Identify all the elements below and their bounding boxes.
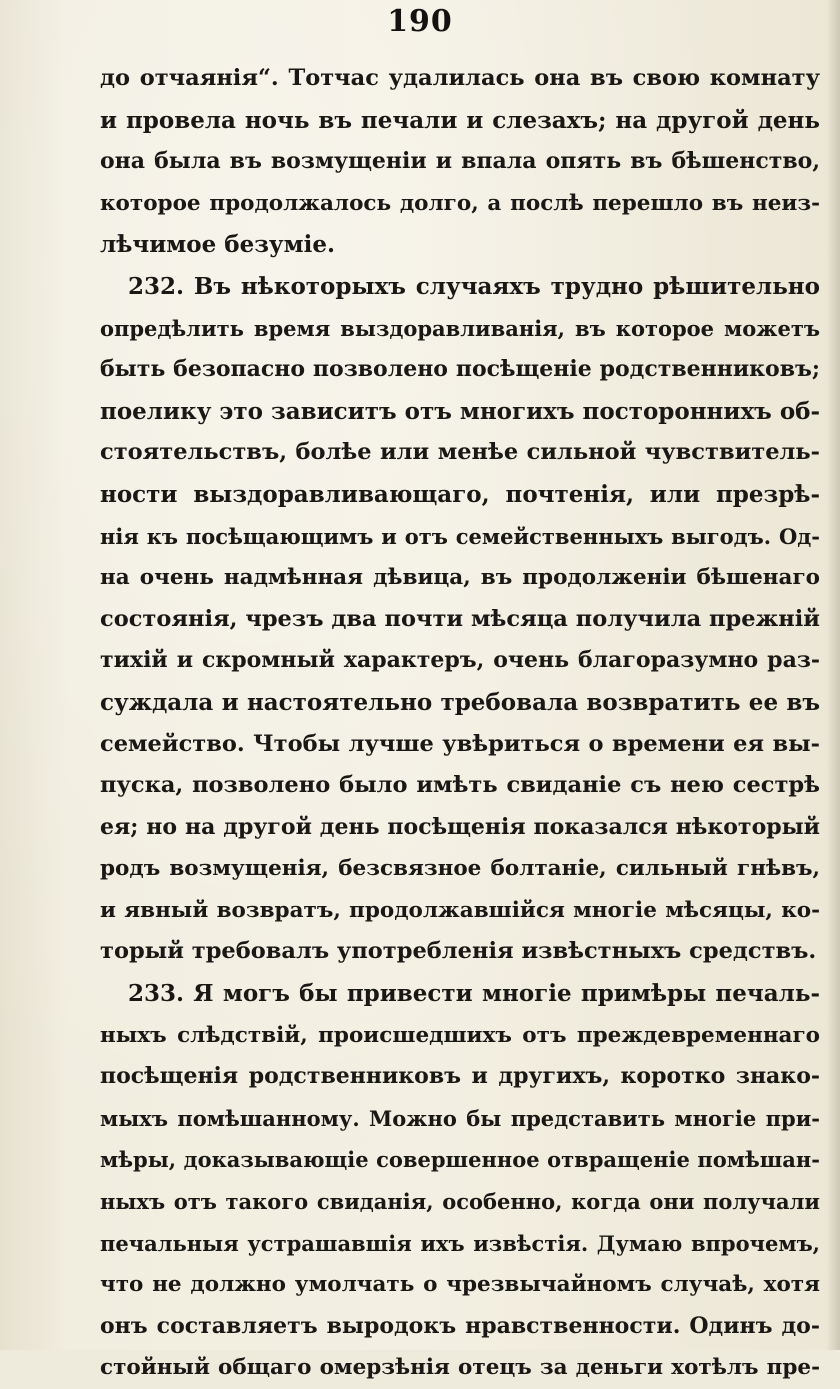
- text-line: суждала и настоятельно требовала возвратить ее въ: [100, 688, 820, 716]
- text-line: ныхъ отъ такого свиданія, особенно, когда они получали: [100, 1189, 820, 1215]
- paragraph-233-start: 233. Я могъ бы привести многіе примѣры печаль-: [128, 980, 820, 1008]
- text-line: что не должно умолчать о чрезвычайномъ случаѣ, хотя: [100, 1272, 820, 1298]
- text-line: родъ возмущенія, безсвязное болтаніе, сильный гнѣвъ,: [100, 856, 820, 882]
- text-line: печальныя устрашавшія ихъ извѣстія. Думаю впрочемъ,: [100, 1230, 820, 1256]
- text-line: нія къ посѣщающимъ и отъ семейственныхъ выгодъ. Од-: [100, 523, 820, 549]
- body-text: [100, 58, 820, 1389]
- text-line: мѣры, доказывающіе совершенное отвращеніе помѣшан-: [100, 1147, 820, 1173]
- text-line: и провела ночь въ печали и слезахъ; на другой день: [100, 106, 820, 134]
- page-edge-shadow: [826, 0, 840, 1350]
- text-line: состоянія, чрезъ два почти мѣсяца получила прежній: [100, 605, 820, 632]
- text-line: быть безопасно позволено посѣщеніе родственниковъ;: [100, 356, 820, 383]
- text-line: лѣчимое безуміе.: [100, 231, 335, 259]
- text-line: опредѣлить время выздоравливанія, въ которое можетъ: [100, 315, 820, 341]
- text-line: стоятельствъ, болѣе или менѣе сильной чувствитель-: [100, 439, 820, 466]
- text-line: ныхъ слѣдствій, происшедшихъ отъ преждевременнаго: [100, 1022, 820, 1048]
- text-line: которое продолжалось долго, а послѣ перешло въ неиз-: [100, 190, 820, 216]
- text-line: тихій и скромный характеръ, очень благоразумно раз-: [100, 647, 820, 674]
- text-line: посѣщенія родственниковъ и другихъ, коротко знако-: [100, 1063, 820, 1090]
- paragraph-232-start: 232. Въ нѣкоторыхъ случаяхъ трудно рѣшительно: [128, 272, 820, 300]
- text-line: она была въ возмущеніи и впала опять въ бѣшенство,: [100, 148, 820, 175]
- text-line: пуска, позволено было имѣть свиданіе съ нею сестрѣ: [100, 772, 820, 799]
- text-line: семейство. Чтобы лучше увѣриться о времени ея вы-: [100, 730, 820, 757]
- page-number: 190: [387, 4, 453, 39]
- text-line: ности выздоравливающаго, почтенія, или презрѣ-: [100, 480, 820, 508]
- text-line: на очень надмѣнная дѣвица, въ продолженіи бѣшенаго: [100, 565, 820, 591]
- text-line: мыхъ помѣшанному. Можно бы представить многіе при-: [100, 1105, 820, 1131]
- text-line: поелику это зависитъ отъ многихъ постороннихъ об-: [100, 397, 821, 425]
- text-line: до отчаянія“. Тотчас удалилась она въ свою комнату: [100, 65, 820, 91]
- text-line: и явный возвратъ, продолжавшійся многіе мѣсяцы, ко-: [100, 897, 820, 923]
- text-line: торый требовалъ употребленія извѣстныхъ средствъ.: [100, 938, 817, 965]
- text-line: онъ составляетъ выродокъ нравственности. Одинъ до-: [100, 1312, 820, 1339]
- text-line: ея; но на другой день посѣщенія показался нѣкоторый: [100, 813, 820, 840]
- text-line: стойный общаго омерзѣнія отецъ за деньги хотѣлъ пре-: [100, 1355, 820, 1381]
